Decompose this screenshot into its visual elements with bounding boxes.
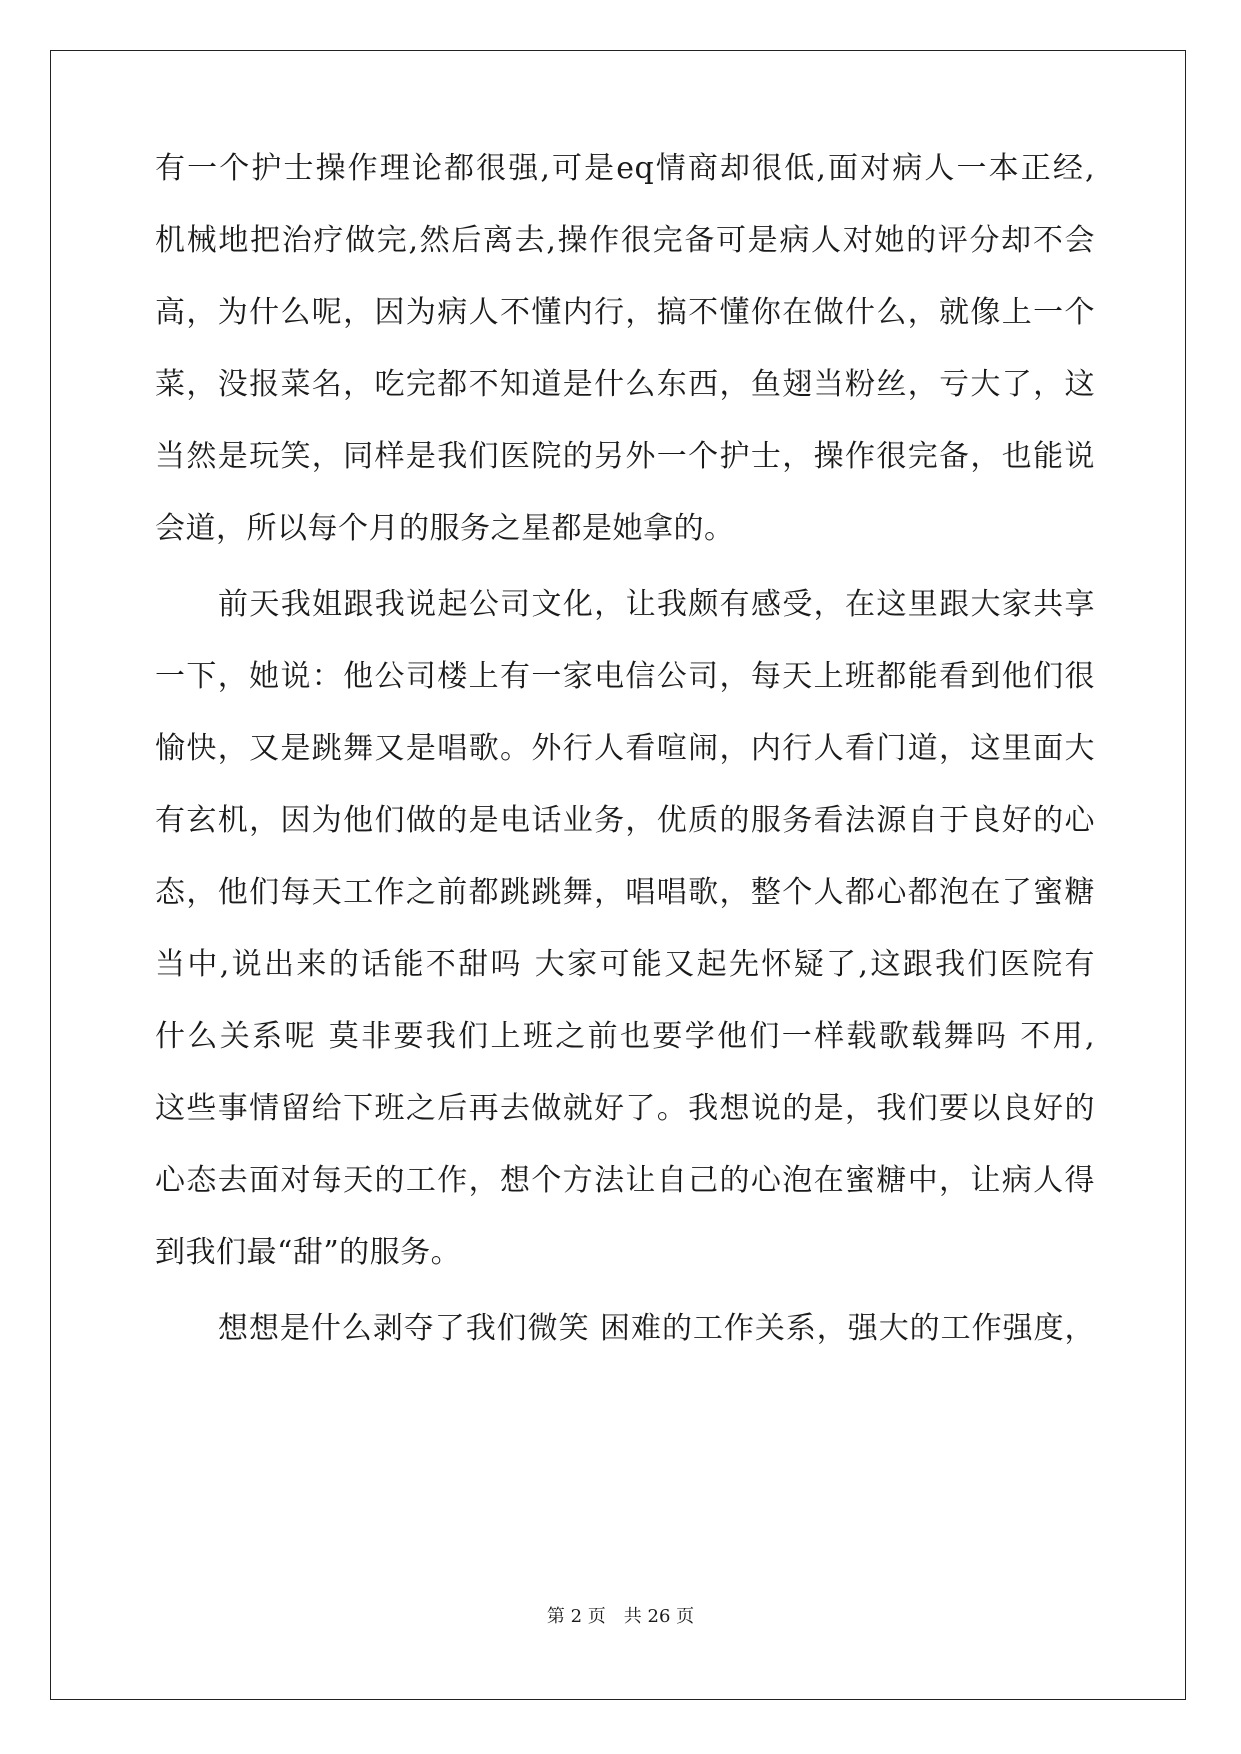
text-line: 高，为什么呢，因为病人不懂内行，搞不懂你在做什么，就像上一个 bbox=[155, 295, 1095, 330]
text-line: 机械地把治疗做完,然后离去,操作很完备可是病人对她的评分却不会 bbox=[155, 223, 1095, 258]
text-line: 到我们最“甜”的服务。 bbox=[155, 1235, 462, 1270]
page-number: 第 2 页 bbox=[546, 1606, 606, 1627]
text-line: 愉快，又是跳舞又是唱歌。外行人看喧闹，内行人看门道，这里面大 bbox=[155, 731, 1095, 766]
text-line: 会道，所以每个月的服务之星都是她拿的。 bbox=[155, 511, 735, 546]
text-line: 有玄机，因为他们做的是电话业务，优质的服务看法源自于良好的心 bbox=[155, 803, 1095, 838]
text-line: 当中,说出来的话能不甜吗 大家可能又起先怀疑了,这跟我们医院有 bbox=[155, 947, 1095, 982]
text-line: 前天我姐跟我说起公司文化，让我颇有感受，在这里跟大家共享 bbox=[218, 587, 1095, 622]
text-line: 一下，她说：他公司楼上有一家电信公司，每天上班都能看到他们很 bbox=[155, 659, 1095, 694]
text-line: 菜，没报菜名，吃完都不知道是什么东西，鱼翅当粉丝，亏大了，这 bbox=[155, 367, 1095, 402]
text-line: 有一个护士操作理论都很强,可是eq情商却很低,面对病人一本正经, bbox=[155, 151, 1095, 186]
page-footer bbox=[0, 1605, 1241, 1629]
text-line: 心态去面对每天的工作，想个方法让自己的心泡在蜜糖中，让病人得 bbox=[155, 1163, 1095, 1198]
text-line: 什么关系呢 莫非要我们上班之前也要学他们一样载歌载舞吗 不用, bbox=[155, 1019, 1095, 1054]
text-line: 态，他们每天工作之前都跳跳舞，唱唱歌，整个人都心都泡在了蜜糖 bbox=[155, 875, 1095, 910]
text-line: 想想是什么剥夺了我们微笑 困难的工作关系，强大的工作强度， bbox=[218, 1311, 1095, 1346]
page-total: 共 26 页 bbox=[623, 1606, 695, 1627]
text-line: 这些事情留给下班之后再去做就好了。我想说的是，我们要以良好的 bbox=[155, 1091, 1095, 1126]
text-line: 当然是玩笑，同样是我们医院的另外一个护士，操作很完备，也能说 bbox=[155, 439, 1095, 474]
